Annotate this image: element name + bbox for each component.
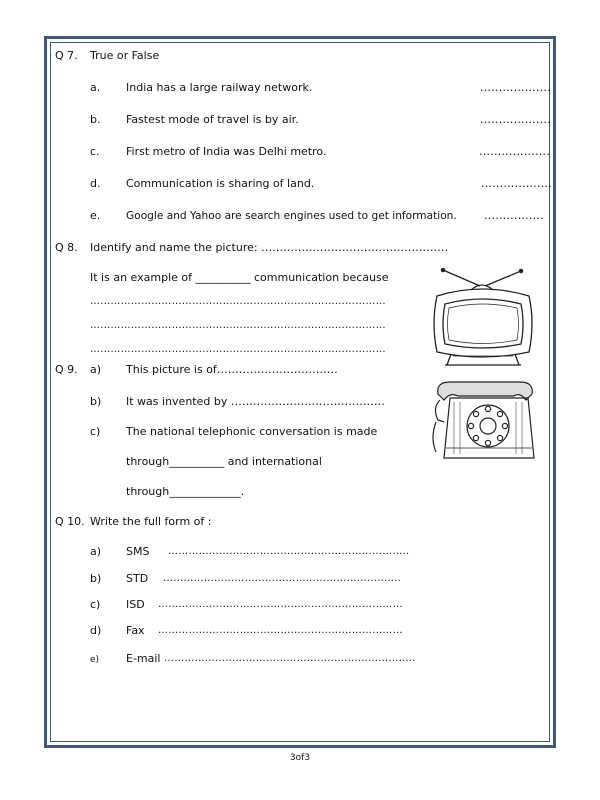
q9-b-label: b) — [90, 395, 102, 408]
q8-title: Identify and name the picture: …………………………………………… — [90, 241, 449, 254]
q10-item-b-blank[interactable]: ……………………………………………………………. — [163, 573, 401, 584]
q7-number: Q 7. — [55, 49, 78, 62]
q7-item-e-label: e. — [90, 209, 101, 222]
q10-item-b-text: STD — [126, 572, 149, 585]
television-icon — [425, 268, 540, 368]
q7-item-b-text: Fastest mode of travel is by air. — [126, 113, 299, 126]
rotary-telephone-icon — [430, 378, 542, 462]
q7-item-d-blank[interactable]: ………………. — [481, 177, 552, 190]
q7-item-d-text: Communication is sharing of land. — [126, 177, 315, 190]
q10-item-e-blank[interactable]: ……………………………………………………………….. — [164, 653, 416, 664]
q10-item-d-text: Fax — [126, 624, 145, 637]
q10-item-d-label: d) — [90, 624, 102, 637]
q9-a-text: This picture is of…………………………… — [126, 363, 338, 376]
q7-item-b-label: b. — [90, 113, 101, 126]
page-number: 3of3 — [289, 753, 311, 763]
q9-c-line3[interactable]: through_____________. — [126, 485, 245, 498]
q7-item-c-label: c. — [90, 145, 100, 158]
q7-item-e-blank[interactable]: ……………. — [484, 209, 544, 222]
q7-item-e-text: Google and Yahoo are search engines used to get information. — [126, 210, 457, 222]
q7-item-d-label: d. — [90, 177, 101, 190]
q7-item-b-blank[interactable]: ………………. — [480, 113, 551, 126]
q10-item-e-text: E-mail — [126, 652, 161, 665]
q7-title: True or False — [90, 49, 160, 62]
q9-number: Q 9. — [55, 363, 78, 376]
q8-answer-line-3[interactable]: …………………………………………………………………………… — [90, 344, 386, 355]
q8-number: Q 8. — [55, 241, 78, 254]
q10-item-a-blank[interactable]: …………………………………………………………….. — [168, 546, 410, 557]
q9-a-label: a) — [90, 363, 102, 376]
q7-item-c-text: First metro of India was Delhi metro. — [126, 145, 327, 158]
q9-c-line2[interactable]: through__________ and international — [126, 455, 322, 468]
q7-item-c-blank[interactable]: ………………. — [479, 145, 550, 158]
q10-item-e-label: e) — [90, 655, 100, 665]
q10-item-d-blank[interactable]: ……………………………………………………………… — [158, 625, 403, 636]
q7-item-a-label: a. — [90, 81, 101, 94]
q10-item-c-label: c) — [90, 598, 101, 611]
q8-line1: It is an example of __________ communication because — [90, 271, 389, 284]
q10-item-c-text: ISD — [126, 598, 145, 611]
q10-item-c-blank[interactable]: ……………………………………………………………… — [158, 599, 403, 610]
q7-item-a-text: India has a large railway network. — [126, 81, 313, 94]
q8-answer-line-2[interactable]: …………………………………………………………………………… — [90, 320, 386, 331]
q10-title: Write the full form of : — [90, 515, 212, 528]
q9-c-text: The national telephonic conversation is made — [126, 425, 378, 438]
q9-b-text: It was invented by …………………………………… — [126, 395, 385, 408]
q10-number: Q 10. — [55, 515, 85, 528]
q10-item-a-text: SMS — [126, 545, 150, 558]
q8-answer-line-1[interactable]: …………………………………………………………………………… — [90, 296, 386, 307]
q10-item-a-label: a) — [90, 545, 102, 558]
q10-item-b-label: b) — [90, 572, 102, 585]
q9-c-label: c) — [90, 425, 101, 438]
q7-item-a-blank[interactable]: ………………. — [480, 81, 551, 94]
